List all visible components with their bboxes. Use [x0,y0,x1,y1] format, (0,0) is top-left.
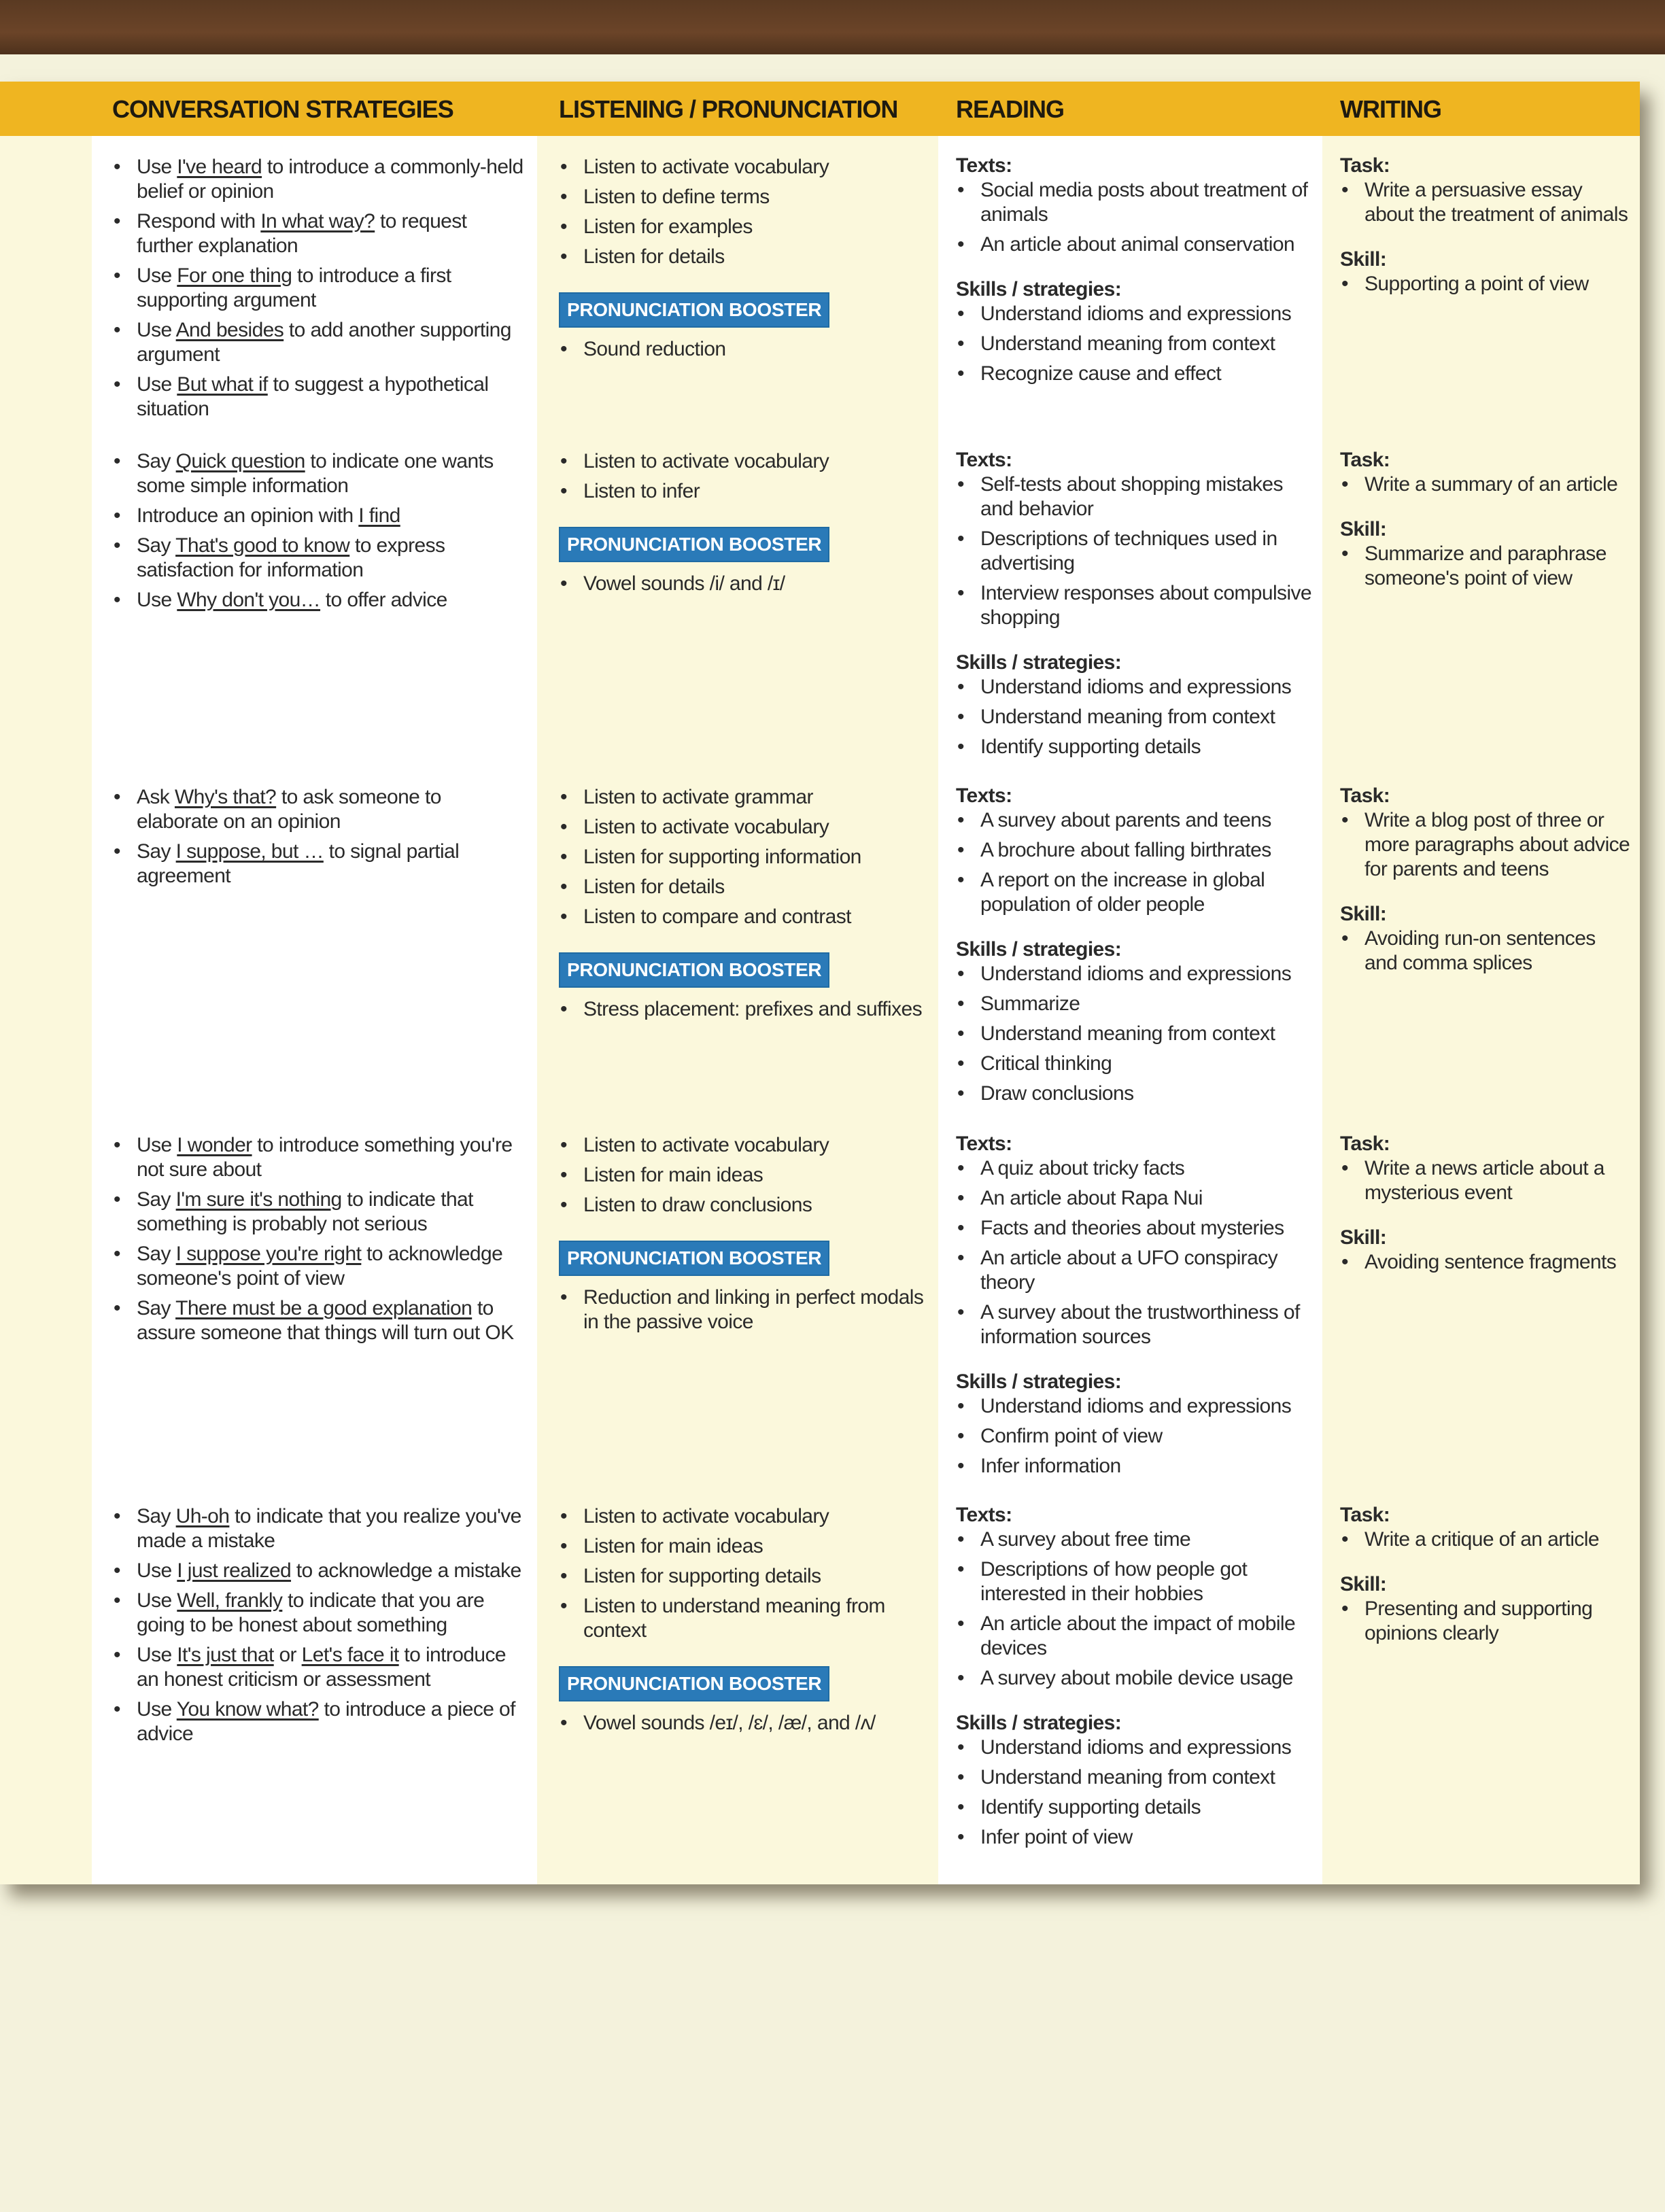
margin-cell [0,1485,92,1884]
reading-text-item: • An article about animal conservation [956,232,1313,257]
writing-task-list [1340,1527,1630,1552]
reading-cell [938,1485,1322,1884]
writing-skill-list [1340,1250,1630,1275]
reading-text-item: • An article about the impact of mobile devices [956,1612,1313,1661]
conversation-item [112,373,523,421]
margin-cell [0,1114,92,1498]
writing-task-item: • Write a summary of an article [1340,472,1630,497]
reading-text-list [956,808,1313,917]
reading-skill-item: • Understand meaning from context [956,332,1313,356]
text-segment: Say [137,1188,176,1211]
listening-item: • Listen to define terms [559,185,925,209]
writing-task-item: • Write a critique of an article [1340,1527,1630,1552]
listening-cell [537,1114,938,1498]
reading-skill-item: • Identify supporting details [956,1795,1313,1820]
reading-skill-list [956,302,1313,386]
text-segment: to introduce something you're not sure about [137,1134,513,1181]
reading-skill-list [956,962,1313,1106]
listening-item: • Listen for examples [559,215,925,239]
text-segment: Introduce an opinion with [137,504,359,527]
reading-text-item: • A quiz about tricky facts [956,1156,1313,1181]
target-phrase: And besides [175,319,284,341]
skills-label: Skills / strategies: [956,651,1122,674]
target-phrase: Why's that? [174,786,277,808]
table-row [0,136,1640,430]
listening-list [559,155,925,269]
reading-skill-item: • Draw conclusions [956,1082,1313,1106]
writing-cell [1322,1485,1640,1884]
pronunciation-item: • Sound reduction [559,337,925,362]
pronunciation-list [559,572,925,596]
listening-item: • Listen for details [559,245,925,269]
text-segment: to indicate that you are going to be honest about something [137,1589,485,1636]
texts-label: Texts: [956,1133,1012,1155]
texts-label: Texts: [956,1504,1012,1526]
text-segment: to assure someone that things will turn out OK [137,1297,514,1344]
conversation-list [112,449,523,612]
text-segment: to introduce a first supporting argument [137,264,451,311]
text-segment: to indicate that you realize you've made a mistake [137,1505,521,1552]
pronunciation-booster-badge: PRONUNCIATION BOOSTER [559,1241,829,1276]
reading-skill-item: • Infer point of view [956,1825,1313,1850]
pronunciation-booster-badge: PRONUNCIATION BOOSTER [559,952,829,988]
task-label: Task: [1340,784,1390,807]
skills-label: Skills / strategies: [956,938,1122,961]
reading-skill-list [956,1394,1313,1479]
text-segment: to introduce a commonly-held belief or opinion [137,156,523,203]
text-segment: to indicate that something is probably not serious [137,1188,473,1235]
target-phrase: I find [358,504,400,527]
table-row [0,766,1640,1114]
listening-item: • Listen to activate vocabulary [559,155,925,179]
text-segment: to offer advice [320,589,447,611]
conversation-item [112,318,523,367]
reading-skill-list [956,675,1313,759]
text-segment: Use [137,319,176,341]
writing-skill-item: • Avoiding sentence fragments [1340,1250,1630,1275]
writing-skill-item: • Presenting and supporting opinions clearly [1340,1597,1630,1646]
margin-cell [0,766,92,1125]
header-reading: READING [956,95,1065,123]
header-listening: LISTENING / PRONUNCIATION [559,95,898,123]
reading-skill-item: • Identify supporting details [956,735,1313,759]
table-row [0,430,1640,766]
spacer [956,1696,1313,1711]
conversation-item [112,1643,523,1692]
target-phrase: I wonder [177,1134,252,1156]
writing-task-list [1340,472,1630,497]
listening-item: • Listen to compare and contrast [559,905,925,929]
pronunciation-list [559,1285,925,1334]
skill-label: Skill: [1340,1573,1387,1595]
texts-label: Texts: [956,784,1012,807]
skill-label: Skill: [1340,248,1387,271]
conversation-cell [92,430,537,778]
writing-skill-list [1340,1597,1630,1646]
skill-label: Skill: [1340,518,1387,540]
writing-skill-list [1340,542,1630,591]
text-segment: Use [137,589,177,611]
spacer [1340,1557,1630,1572]
task-label: Task: [1340,154,1390,177]
target-phrase: I'm sure it's nothing [175,1188,342,1211]
writing-skill-item: • Supporting a point of view [1340,272,1630,296]
reading-text-item: • Social media posts about treatment of animals [956,178,1313,227]
conversation-cell [92,1485,537,1884]
reading-skill-item: • Understand meaning from context [956,1022,1313,1046]
text-segment: Say [137,1243,176,1265]
spacer [956,636,1313,651]
target-phrase: I've heard [177,156,262,178]
spacer [956,262,1313,277]
text-segment: Use [137,1134,177,1156]
reading-cell [938,1114,1322,1498]
texts-label: Texts: [956,449,1012,471]
reading-text-item: • An article about a UFO conspiracy theory [956,1246,1313,1295]
reading-cell [938,136,1322,440]
writing-task-list [1340,808,1630,882]
conversation-list [112,1504,523,1746]
skill-label: Skill: [1340,903,1387,925]
margin-cell [0,136,92,440]
listening-item: • Listen to infer [559,479,925,504]
margin-cell [0,430,92,778]
target-phrase: That's good to know [175,534,350,557]
conversation-item [112,209,523,258]
pronunciation-item: • Vowel sounds /i/ and /ɪ/ [559,572,925,596]
listening-item: • Listen for supporting information [559,845,925,869]
text-segment: to add another supporting argument [137,319,511,366]
spacer [1340,232,1630,247]
listening-cell [537,136,938,440]
listening-item: • Listen to activate vocabulary [559,449,925,474]
reading-text-item: • Descriptions of how people got interested in their hobbies [956,1557,1313,1606]
skills-label: Skills / strategies: [956,1712,1122,1734]
target-phrase: There must be a good explanation [175,1297,473,1319]
reading-cell [938,430,1322,778]
reading-skill-item: • Understand idioms and expressions [956,1394,1313,1419]
text-segment: to acknowledge a mistake [291,1559,521,1582]
reading-skill-item: • Infer information [956,1454,1313,1479]
listening-item: • Listen to activate vocabulary [559,815,925,840]
reading-text-item: • A report on the increase in global population of older people [956,868,1313,917]
writing-task-item: • Write a persuasive essay about the treatment of animals [1340,178,1630,227]
reading-text-list [956,1156,1313,1349]
reading-text-list [956,1527,1313,1691]
reading-skill-item: • Understand idioms and expressions [956,962,1313,986]
table-row [0,1485,1640,1884]
writing-task-item: • Write a news article about a mysterious event [1340,1156,1630,1205]
spacer [956,922,1313,937]
listening-item: • Listen to understand meaning from context [559,1594,925,1643]
conversation-item [112,588,523,612]
conversation-cell [92,766,537,1125]
text-segment: Use [137,1644,177,1666]
text-segment: to express satisfaction for information [137,534,445,581]
writing-skill-item: • Summarize and paraphrase someone's point of view [1340,542,1630,591]
conversation-item [112,1504,523,1553]
reading-skill-item: • Critical thinking [956,1052,1313,1076]
reading-text-item: • Facts and theories about mysteries [956,1216,1313,1241]
task-label: Task: [1340,449,1390,471]
reading-skill-list [956,1735,1313,1850]
writing-cell [1322,430,1640,778]
target-phrase: I suppose, but … [175,840,324,863]
conversation-cell [92,1114,537,1498]
target-phrase: You know what? [176,1698,319,1721]
listening-item: • Listen for supporting details [559,1564,925,1589]
conversation-list [112,155,523,421]
pronunciation-booster-badge: PRONUNCIATION BOOSTER [559,1666,829,1701]
listening-list [559,1133,925,1217]
conversation-item [112,264,523,313]
conversation-item [112,1296,523,1345]
reading-text-item: • A survey about mobile device usage [956,1666,1313,1691]
listening-item: • Listen for main ideas [559,1163,925,1188]
text-segment: Use [137,1559,177,1582]
pronunciation-booster-badge: PRONUNCIATION BOOSTER [559,292,829,328]
text-segment: or [273,1644,302,1666]
text-segment: to signal partial agreement [137,840,460,887]
reading-text-list [956,472,1313,630]
table-header [0,82,1640,136]
text-segment: to introduce an honest criticism or assessment [137,1644,506,1691]
target-phrase: It's just that [177,1644,274,1666]
text-segment: Use [137,1698,177,1721]
pronunciation-list [559,997,925,1022]
writing-skill-list [1340,272,1630,296]
text-segment: to ask someone to elaborate on an opinion [137,786,441,833]
listening-item: • Listen for details [559,875,925,899]
texts-label: Texts: [956,154,1012,177]
conversation-item [112,1242,523,1291]
skills-label: Skills / strategies: [956,1370,1122,1393]
writing-task-list [1340,178,1630,227]
skill-label: Skill: [1340,1226,1387,1249]
reading-skill-item: • Understand meaning from context [956,705,1313,729]
reading-skill-item: • Understand meaning from context [956,1765,1313,1790]
header-writing: WRITING [1340,95,1441,123]
spacer [1340,887,1630,902]
reading-skill-item: • Summarize [956,992,1313,1016]
conversation-list [112,1133,523,1345]
header-conversation: CONVERSATION STRATEGIES [112,95,453,123]
pronunciation-list [559,337,925,362]
listening-list [559,449,925,504]
target-phrase: But what if [177,373,268,396]
reading-text-item: • A survey about the trustworthiness of information sources [956,1300,1313,1349]
reading-skill-item: • Understand idioms and expressions [956,302,1313,326]
conversation-item [112,534,523,583]
text-segment: Use [137,373,177,396]
text-segment: to request further explanation [137,210,467,257]
text-segment: Say [137,1297,176,1319]
writing-skill-item: • Avoiding run-on sentences and comma splices [1340,927,1630,975]
pronunciation-booster-badge: PRONUNCIATION BOOSTER [559,527,829,562]
spacer [956,1355,1313,1370]
reading-skill-item: • Recognize cause and effect [956,362,1313,386]
reading-text-item: • A brochure about falling birthrates [956,838,1313,863]
listening-cell [537,430,938,778]
reading-skill-item: • Understand idioms and expressions [956,675,1313,699]
reading-cell [938,766,1322,1125]
target-phrase: Uh-oh [175,1505,230,1527]
target-phrase: Let's face it [301,1644,399,1666]
reading-text-item: • Interview responses about compulsive shopping [956,581,1313,630]
listening-item: • Listen to activate vocabulary [559,1133,925,1158]
conversation-item [112,1589,523,1638]
task-label: Task: [1340,1504,1390,1526]
table-row [0,1114,1640,1485]
text-segment: Use [137,156,177,178]
conversation-list [112,785,523,888]
listening-cell [537,766,938,1125]
target-phrase: Why don't you… [177,589,321,611]
text-segment: to suggest a hypothetical situation [137,373,489,420]
scope-table [0,82,1640,1884]
conversation-item [112,840,523,888]
text-segment: Say [137,450,176,472]
reading-text-list [956,178,1313,257]
text-segment: Respond with [137,210,261,232]
text-segment: to introduce a piece of advice [137,1698,515,1745]
conversation-cell [92,136,537,440]
writing-cell [1322,136,1640,440]
conversation-item [112,1188,523,1237]
wood-background [0,0,1665,54]
listening-item: • Listen to draw conclusions [559,1193,925,1217]
target-phrase: In what way? [260,210,375,232]
writing-task-list [1340,1156,1630,1205]
spacer [1340,502,1630,517]
listening-cell [537,1485,938,1884]
text-segment: Use [137,1589,177,1612]
reading-text-item: • Descriptions of techniques used in advertising [956,527,1313,576]
spacer [1340,1211,1630,1226]
listening-item: • Listen for main ideas [559,1534,925,1559]
target-phrase: I suppose you're right [175,1243,362,1265]
writing-cell [1322,766,1640,1125]
pronunciation-item: • Vowel sounds /eɪ/, /ɛ/, /æ/, and /ʌ/ [559,1711,925,1735]
reading-skill-item: • Confirm point of view [956,1424,1313,1449]
conversation-item [112,1559,523,1583]
target-phrase: Quick question [175,450,305,472]
text-segment: Say [137,840,176,863]
writing-cell [1322,1114,1640,1498]
text-segment: Say [137,1505,176,1527]
reading-text-item: • Self-tests about shopping mistakes and behavior [956,472,1313,521]
listening-list [559,785,925,929]
reading-skill-item: • Understand idioms and expressions [956,1735,1313,1760]
reading-text-item: • An article about Rapa Nui [956,1186,1313,1211]
listening-item: • Listen to activate vocabulary [559,1504,925,1529]
conversation-item [112,449,523,498]
reading-text-item: • A survey about parents and teens [956,808,1313,833]
target-phrase: For one thing [177,264,292,287]
text-segment: Say [137,534,176,557]
text-segment: to acknowledge someone's point of view [137,1243,503,1290]
target-phrase: Well, frankly [177,1589,283,1612]
conversation-item [112,155,523,204]
text-segment: Use [137,264,177,287]
listening-item: • Listen to activate grammar [559,785,925,810]
conversation-item [112,785,523,834]
conversation-item [112,504,523,528]
listening-list [559,1504,925,1643]
text-segment: Ask [137,786,175,808]
pronunciation-item: • Stress placement: prefixes and suffixes [559,997,925,1022]
conversation-item [112,1697,523,1746]
text-segment: to indicate one wants some simple information [137,450,494,497]
writing-task-item: • Write a blog post of three or more paragraphs about advice for parents and teens [1340,808,1630,882]
target-phrase: I just realized [177,1559,292,1582]
reading-text-item: • A survey about free time [956,1527,1313,1552]
task-label: Task: [1340,1133,1390,1155]
conversation-item [112,1133,523,1182]
pronunciation-item: • Reduction and linking in perfect modals in the passive voice [559,1285,925,1334]
pronunciation-list [559,1711,925,1735]
writing-skill-list [1340,927,1630,975]
skills-label: Skills / strategies: [956,278,1122,300]
